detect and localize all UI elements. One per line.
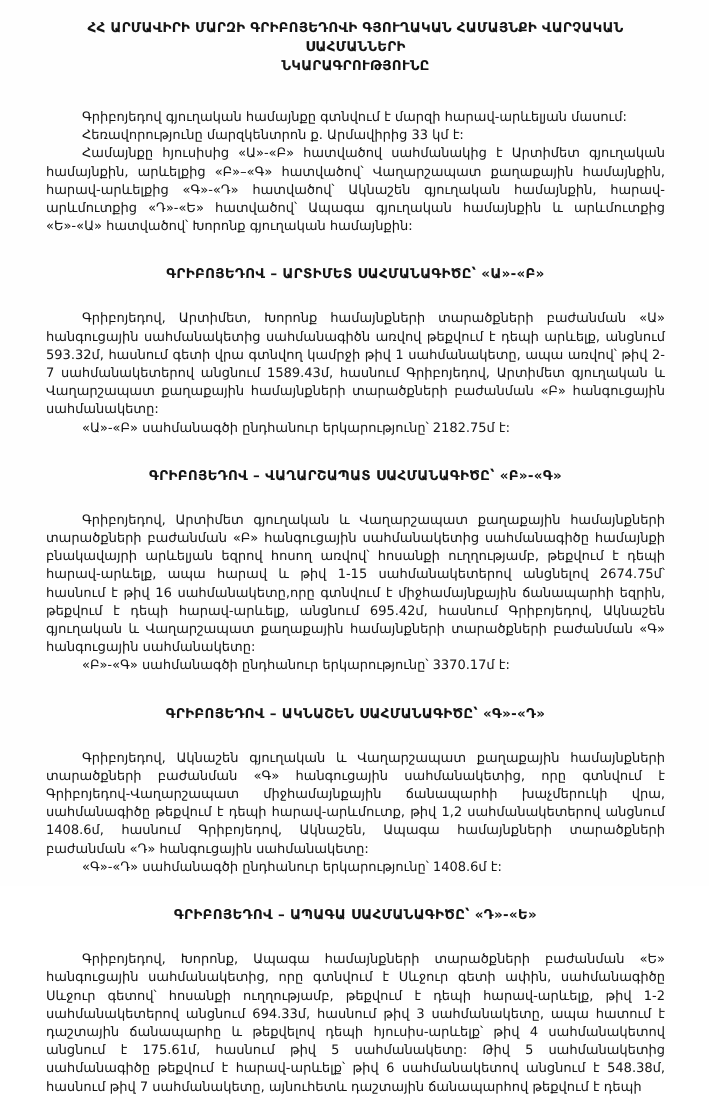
section-body-d-e: Գրիբոյեդով, Խորոնք, Ապագա համայնքների տարածքների բաժանման «Ե» հանգուցային սահմանակետից, որը գտնվում է Սևջուր գետի ափին, սահմանագիծը Սևջուր գետով՝ հոսանքի ուղղությամբ, թեքվում է դեպի հարավ-արևելք, թիվ 1-2 սահմանակետերով անցնում 694.33մ, հասնում թիվ 3 սահմանակետը, ապա հատում է դաշտային ճանապարհը և թեքվելով դեպի հյուսիս-արևելք՝ թիվ 4 սահմանակետով անցնում է 175.61մ, հասնում թիվ 5 սահմանակետը: Թիվ 5 սահմանակետից սահմանագիծը թեքվում է հարավ-արևելք՝ թիվ 6 սահմանակետով անցնում է 548.38մ, հասնում թիվ 7 սահմանակետը, այնուհետև դաշտային ճանապարհով թեքվում է դեպի [46, 952, 665, 1095]
section-heading-d-e: ԳՐԻԲՈՅԵԴՈՎ – ԱՊԱԳԱ ՍԱՀՄԱՆԱԳԻԾԸ՝ «Դ»-«Ե» [173, 907, 538, 924]
section-heading-a-b: ԳՐԻԲՈՅԵԴՈՎ – ԱՐՏԻՄԵՏ ՍԱՀՄԱՆԱԳԻԾԸ՝ «Ա»-«Բ» [166, 266, 545, 283]
section-body-b-g: Գրիբոյեդով, Արտիմետ գյուղական և Վաղարշապատ քաղաքային համայնքների տարածքների բաժանման «Բ» հանգուցային սահմանակետից սահմանագիծը համայնքի բնակավայրի արևելյան եզրով հոսող առվով՝ հոսանքի ուղղությամբ, թեքվում է դեպի հարավ-արևելք, ապա հարավ և թիվ 1-15 սահմանակետերով անցնելով 2674.75մ՝ հասնում է թիվ 16 սահմանակետը,որը գտնվում է միջհամայնքային ճանապարհի եզրին, թեքվում է դեպի հարավ-արևելք, անցնում 695.42մ, հասնում Գրիբոյեդով, Ակնաշեն գյուղական և Վաղարշապատ քաղաքային համայնքների տարածքների բաժանման «Գ» հանգուցային սահմանակետը: [46, 512, 665, 656]
intro-paragraph-location: Գրիբոյեդով գյուղական համայնքը գտնվում է մարզի հարավ-արևելյան մասում: [82, 110, 627, 125]
section-body-g-d: Գրիբոյեդով, Ակնաշեն գյուղական և Վաղարշապատ քաղաքային համայնքների տարածքների բաժանման «Գ» հանգուցային սահմանակետից, որը գտնվում է Գրիբոյեդով-Վաղարշապատ միջհամայնքային ճանապարհի խաչմերուկի վրա, սահմանագիծը թեքվում է դեպի հարավ-արևմուտք, թիվ 1,2 սահմանակետերով անցնում 1408.6մ, հասնում Գրիբոյեդով, Ակնաշեն, Ապագա համայնքների տարածքների բաժանման «Դ» հանգուցային սահմանակետը: [46, 750, 665, 857]
boundary-section-d-e [46, 906, 665, 1097]
boundary-section-b-g [46, 467, 665, 676]
section-length-a-b: «Ա»-«Բ» սահմանագծի ընդհանուր երկարությունը՝ 2182.75մ է: [82, 420, 511, 436]
title-line-2: ՆԿԱՐԱԳՐՈՒԹՅՈՒՆԸ [281, 58, 430, 74]
section-heading-b-g: ԳՐԻԲՈՅԵԴՈՎ – ՎԱՂԱՐՇԱՊԱՏ ՍԱՀՄԱՆԱԳԻԾԸ՝ «Բ»-«Գ» [149, 467, 562, 484]
document-title [46, 19, 665, 76]
intro-section [46, 109, 665, 236]
boundary-section-a-b [46, 265, 665, 437]
section-length-b-g: «Բ»-«Գ» սահմանագծի ընդհանուր երկարությունը՝ 3370.17մ է: [82, 658, 510, 674]
section-length-g-d: «Գ»-«Դ» սահմանագծի ընդհանուր երկարությունը՝ 1408.6մ է: [82, 859, 502, 875]
section-body-a-b: Գրիբոյեդով, Արտիմետ, Խորոնք համայնքների տարածքների բաժանման «Ա» հանգուցային սահմանակետից սահմանագիծն առվով թեքվում է դեպի արևելք, անցնում 593.32մ, հասնում գետի վրա գտնվող կամրջի թիվ 1 սահմանակետը, ապա առվով՝ թիվ 2-7 սահմանակետերով անցնում 1589.43մ, հասնում Գրիբոյեդով, Արտիմետ գյուղական և Վաղարշապատ քաղաքային համայնքների տարածքների բաժանման «Բ» հանգուցային սահմանակետը: [46, 311, 665, 418]
intro-paragraph-neighbors: Համայնքը հյուսիսից «Ա»-«Բ» հատվածով սահմանակից է Արտիմետ գյուղական համայնքին, արևելքից «Բ»–«Գ» հատվածով՝ Վաղարշապատ քաղաքային համայնքին, հարավ-արևելքից «Գ»-«Դ» հատվածով՝ Ակնաշեն գյուղական համայնքին, հարավ-արևմուտքից «Դ»-«Ե» հատվածով՝ Ապագա գյուղական համայնքին և արևմուտքից «Ե»-«Ա» հատվածով՝ Խորոնք գյուղական համայնքին: [46, 146, 665, 235]
title-line-1: ՀՀ ԱՐՄԱՎԻՐԻ ՄԱՐԶԻ ԳՐԻԲՈՅԵԴՈՎԻ ԳՅՈՒՂԱԿԱՆ ՀԱՄԱՅՆՔԻ ՎԱՐՉԱԿԱՆ ՍԱՀՄԱՆՆԵՐԻ [87, 20, 624, 55]
boundary-section-g-d [46, 705, 665, 877]
section-heading-g-d: ԳՐԻԲՈՅԵԴՈՎ – ԱԿՆԱՇԵՆ ՍԱՀՄԱՆԱԳԻԾԸ՝ «Գ»-«Դ» [165, 705, 546, 722]
intro-paragraph-distance: Հեռավորությունը մարզկենտրոն ք. Արմավիրից 33 կմ է: [82, 128, 464, 144]
